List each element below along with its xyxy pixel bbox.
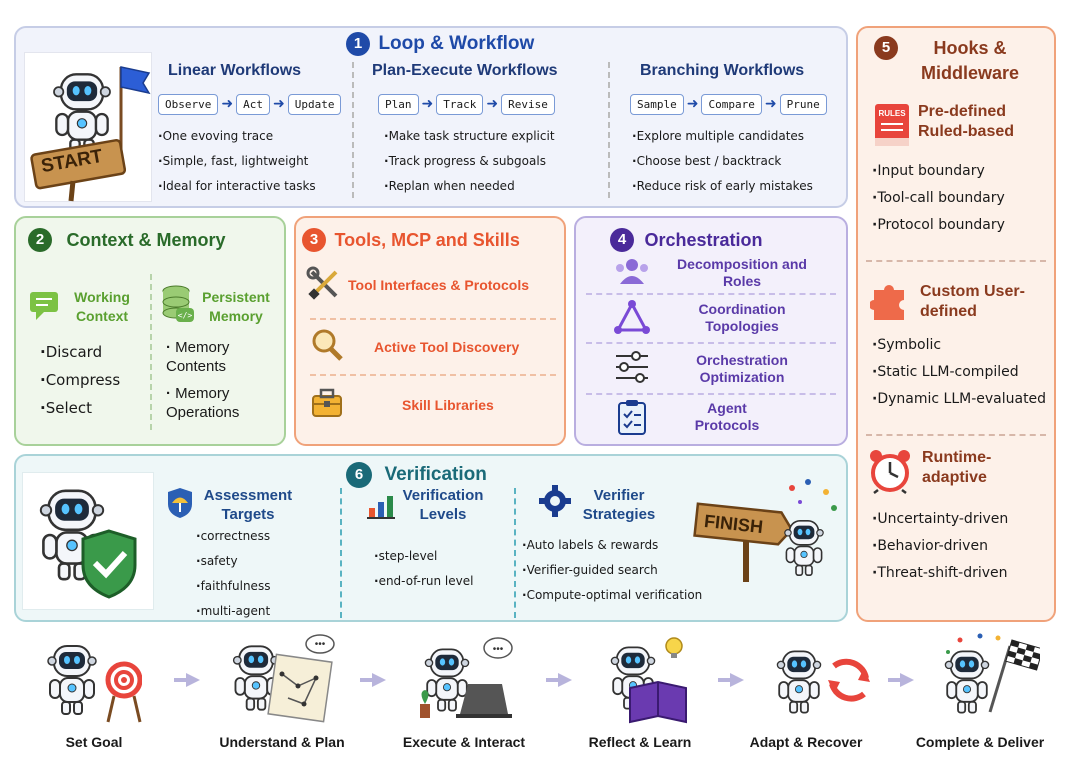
strategy-item: · Compute-optimal verification	[522, 583, 702, 608]
orch-item-topologies: Coordination Topologies	[698, 301, 786, 334]
working-context-items	[40, 338, 120, 422]
rules-book-icon	[872, 102, 912, 153]
levels-list	[374, 544, 473, 594]
divider	[586, 293, 836, 295]
bar-chart-icon	[366, 490, 396, 525]
section-number-1: 1	[346, 32, 370, 56]
arrow-icon: ➜	[486, 95, 499, 112]
robot-adapt-icon	[772, 636, 872, 726]
divider	[866, 434, 1046, 436]
linear-bullets	[158, 124, 316, 199]
branch-bullet: · Reduce risk of early mistakes	[632, 174, 813, 199]
orch-item-decomposition: Decomposition and Roles	[677, 256, 807, 289]
plan-bullet: · Make task structure explicit	[384, 124, 555, 149]
timeline-label-adapt-recover: Adapt & Recover	[749, 734, 863, 750]
strategy-item: · Auto labels & rewards	[522, 533, 702, 558]
runtime-title: Runtime-adaptive	[922, 449, 992, 486]
orch-item-optimization: Orchestration Optimization	[696, 352, 788, 385]
runtime-items	[872, 506, 1008, 587]
working-item: · Compress	[40, 366, 120, 394]
team-icon	[614, 256, 650, 291]
timeline-label-complete-deliver: Complete & Deliver	[915, 734, 1045, 750]
custom-item: · Symbolic	[872, 332, 1046, 359]
orchestration-heading	[610, 228, 762, 252]
svg-text:•••: •••	[314, 639, 326, 650]
linear-workflow-steps	[158, 94, 341, 115]
step-act: Act	[236, 94, 270, 115]
branch-workflow-title: Branching Workflows	[640, 62, 805, 79]
predefined-title: Pre-defined Ruled-based	[918, 103, 1015, 140]
levels-title: Verification Levels	[402, 487, 484, 523]
section-number-4: 4	[610, 228, 634, 252]
custom-title: Custom User-defined	[920, 283, 1025, 320]
finish-sign-text: FINISH	[703, 510, 764, 538]
persistent-item: · Memory Contents	[166, 339, 230, 375]
loop-workflow-heading	[346, 32, 534, 56]
timeline-label-reflect-learn: Reflect & Learn	[588, 734, 692, 750]
predefined-item: · Tool-call boundary	[872, 185, 1005, 212]
robot-reflect-icon	[600, 632, 700, 726]
target-item: · safety	[196, 549, 270, 574]
tools-item-skills: Skill Libraries	[402, 397, 494, 413]
divider	[150, 274, 152, 430]
verification-heading	[346, 462, 487, 488]
plan-bullet: · Track progress & subgoals	[384, 149, 555, 174]
linear-bullet: · Ideal for interactive tasks	[158, 174, 316, 199]
divider	[586, 342, 836, 344]
tools-title: Tools, MCP and Skills	[334, 229, 520, 250]
divider	[340, 488, 342, 618]
targets-title: Assessment Targets	[203, 487, 293, 523]
branch-bullets	[632, 124, 813, 199]
divider	[310, 318, 556, 320]
plan-bullets	[384, 124, 555, 199]
branch-bullet: · Explore multiple candidates	[632, 124, 813, 149]
plan-bullet: · Replan when needed	[384, 174, 555, 199]
branch-workflow-steps	[630, 94, 827, 115]
robot-set-goal-icon	[42, 638, 142, 726]
divider	[310, 374, 556, 376]
context-heading	[28, 228, 225, 252]
orch-item-protocols: Agent Protocols	[694, 400, 760, 433]
linear-bullet: · One evoving trace	[158, 124, 316, 149]
section-number-3: 3	[302, 228, 326, 252]
svg-text:•••: •••	[492, 644, 504, 655]
tools-item-discovery: Active Tool Discovery	[374, 339, 520, 355]
divider	[586, 393, 836, 395]
wrench-screwdriver-icon	[306, 266, 342, 307]
hooks-number	[874, 36, 898, 60]
chat-icon	[28, 290, 62, 327]
strategies-title: Verifier Strategies	[582, 487, 656, 523]
step-prune: Prune	[780, 94, 827, 115]
step-compare: Compare	[701, 94, 761, 115]
linear-workflow-title: Linear Workflows	[168, 62, 302, 79]
custom-item: · Dynamic LLM-evaluated	[872, 386, 1046, 413]
step-plan: Plan	[378, 94, 419, 115]
clipboard-icon	[616, 398, 648, 441]
runtime-item: · Behavior-driven	[872, 533, 1008, 560]
level-item: · step-level	[374, 544, 473, 569]
loop-workflow-title: Loop & Workflow	[378, 33, 535, 54]
arrow-icon: ➜	[272, 95, 285, 112]
level-item: · end-of-run level	[374, 569, 473, 594]
working-item: · Select	[40, 394, 120, 422]
timeline-label-set-goal: Set Goal	[65, 734, 123, 750]
shield-robot-illustration	[22, 472, 154, 610]
context-title: Context & Memory	[66, 229, 226, 250]
target-item: · faithfulness	[196, 574, 270, 599]
finish-illustration	[688, 474, 840, 586]
working-item: · Discard	[40, 338, 120, 366]
divider	[608, 62, 610, 198]
gear-icon	[538, 484, 572, 523]
persistent-item: · Memory Operations	[166, 385, 240, 421]
arrow-icon: ➜	[686, 95, 699, 112]
umbrella-shield-icon	[166, 486, 194, 525]
toolbox-icon	[310, 386, 344, 425]
divider	[514, 488, 516, 618]
orchestration-title: Orchestration	[644, 229, 763, 250]
targets-list	[196, 524, 270, 624]
timeline-arrow-icon	[730, 673, 744, 687]
divider	[352, 62, 354, 198]
puzzle-icon	[870, 278, 910, 327]
plan-workflow-steps	[378, 94, 555, 115]
magnifier-icon	[310, 328, 344, 367]
timeline-arrow-icon	[558, 673, 572, 687]
branch-bullet: · Choose best / backtrack	[632, 149, 813, 174]
step-revise: Revise	[501, 94, 555, 115]
sliders-icon	[614, 350, 650, 389]
predefined-items	[872, 158, 1005, 239]
custom-items	[872, 332, 1046, 413]
timeline-arrow-icon	[900, 673, 914, 687]
working-context-title: Working Context	[74, 289, 130, 324]
plan-workflow-title: Plan-Execute Workflows	[372, 62, 558, 79]
arrow-icon: ➜	[764, 95, 777, 112]
divider	[866, 260, 1046, 262]
timeline-label-execute-interact: Execute & Interact	[402, 734, 526, 750]
start-illustration	[24, 52, 152, 202]
start-sign-text: START	[39, 145, 105, 178]
section-number-2: 2	[28, 228, 52, 252]
timeline-arrow-icon	[372, 673, 386, 687]
runtime-item: · Threat-shift-driven	[872, 560, 1008, 587]
hooks-title: Hooks & Middleware	[920, 38, 1020, 83]
verification-title: Verification	[384, 464, 487, 485]
tools-heading	[302, 228, 520, 252]
database-icon	[160, 284, 196, 329]
robot-complete-icon	[940, 632, 1040, 726]
predefined-item: · Protocol boundary	[872, 212, 1005, 239]
svg-text:</>: </>	[177, 311, 193, 320]
custom-item: · Static LLM-compiled	[872, 359, 1046, 386]
persistent-memory-title: Persistent Memory	[202, 289, 270, 324]
section-number-5: 5	[874, 36, 898, 60]
persistent-memory-items	[166, 338, 276, 422]
arrow-icon: ➜	[221, 95, 234, 112]
step-update: Update	[288, 94, 342, 115]
arrow-icon: ➜	[421, 95, 434, 112]
linear-bullet: · Simple, fast, lightweight	[158, 149, 316, 174]
strategy-item: · Verifier-guided search	[522, 558, 702, 583]
rules-badge-text: RULES	[878, 109, 906, 118]
timeline-arrow-icon	[186, 673, 200, 687]
step-observe: Observe	[158, 94, 218, 115]
robot-execute-icon	[420, 634, 520, 726]
tools-item-interfaces: Tool Interfaces & Protocols	[348, 277, 529, 293]
strategies-list	[522, 533, 702, 608]
target-item: · correctness	[196, 524, 270, 549]
runtime-item: · Uncertainty-driven	[872, 506, 1008, 533]
timeline-label-understand-plan: Understand & Plan	[219, 734, 345, 750]
robot-plan-icon	[228, 634, 338, 726]
topology-icon	[614, 300, 650, 339]
target-item: · multi-agent	[196, 599, 270, 624]
step-sample: Sample	[630, 94, 684, 115]
predefined-item: · Input boundary	[872, 158, 1005, 185]
section-number-6: 6	[346, 462, 372, 488]
step-track: Track	[436, 94, 483, 115]
alarm-clock-icon	[868, 448, 912, 499]
